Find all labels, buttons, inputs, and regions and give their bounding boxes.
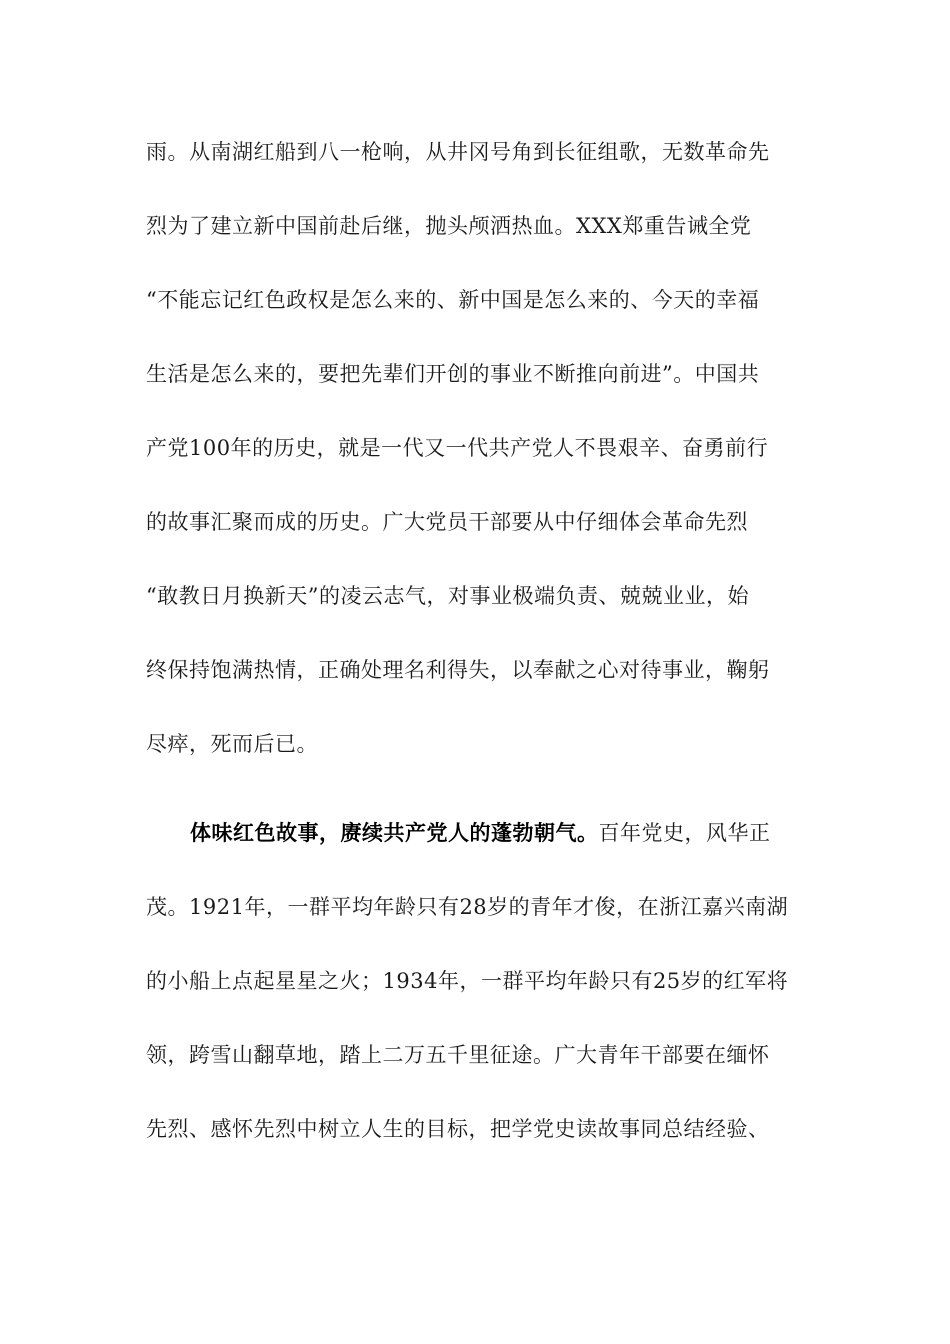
paragraph-1-line-1: 雨。从南湖红船到八一枪响，从井冈号角到长征组歌，无数革命先 <box>146 140 770 164</box>
paragraph-1-line-4: 生活是怎么来的，要把先辈们开创的事业不断推向前进”。中国共 <box>146 362 760 386</box>
paragraph-2-heading: 体味红色故事，赓续共产党人的蓬勃朝气。 <box>190 821 599 845</box>
paragraph-1-line-2: 烈为了建立新中国前赴后继，抛头颅洒热血。XXX郑重告诫全党 <box>146 214 752 238</box>
paragraph-1-line-7: “敢教日月换新天”的凌云志气，对事业极端负责、兢兢业业，始 <box>146 584 749 608</box>
paragraph-1-line-9: 尽瘁，死而后已。 <box>146 732 318 756</box>
paragraph-2-first-line <box>190 818 860 848</box>
paragraph-1-line-3: “不能忘记红色政权是怎么来的、新中国是怎么来的、今天的幸福 <box>146 288 760 312</box>
paragraph-2-line-4: 领，跨雪山翻草地，踏上二万五千里征途。广大青年干部要在缅怀 <box>146 1043 770 1067</box>
paragraph-1-line-8: 终保持饱满热情，正确处理名利得失，以奉献之心对待事业，鞠躬 <box>146 658 770 682</box>
paragraph-1-line-5: 产党100年的历史，就是一代又一代共产党人不畏艰辛、奋勇前行 <box>146 436 769 460</box>
paragraph-2-line-2: 茂。1921年，一群平均年龄只有28岁的青年才俊，在浙江嘉兴南湖 <box>146 895 789 919</box>
paragraph-1-line-6: 的故事汇聚而成的历史。广大党员干部要从中仔细体会革命先烈 <box>146 510 748 534</box>
paragraph-2-line-5: 先烈、感怀先烈中树立人生的目标，把学党史读故事同总结经验、 <box>146 1117 770 1141</box>
paragraph-2-first-line-rest: 百年党史，风华正 <box>598 821 771 845</box>
paragraph-2-line-3: 的小船上点起星星之火；1934年，一群平均年龄只有25岁的红军将 <box>146 969 789 993</box>
